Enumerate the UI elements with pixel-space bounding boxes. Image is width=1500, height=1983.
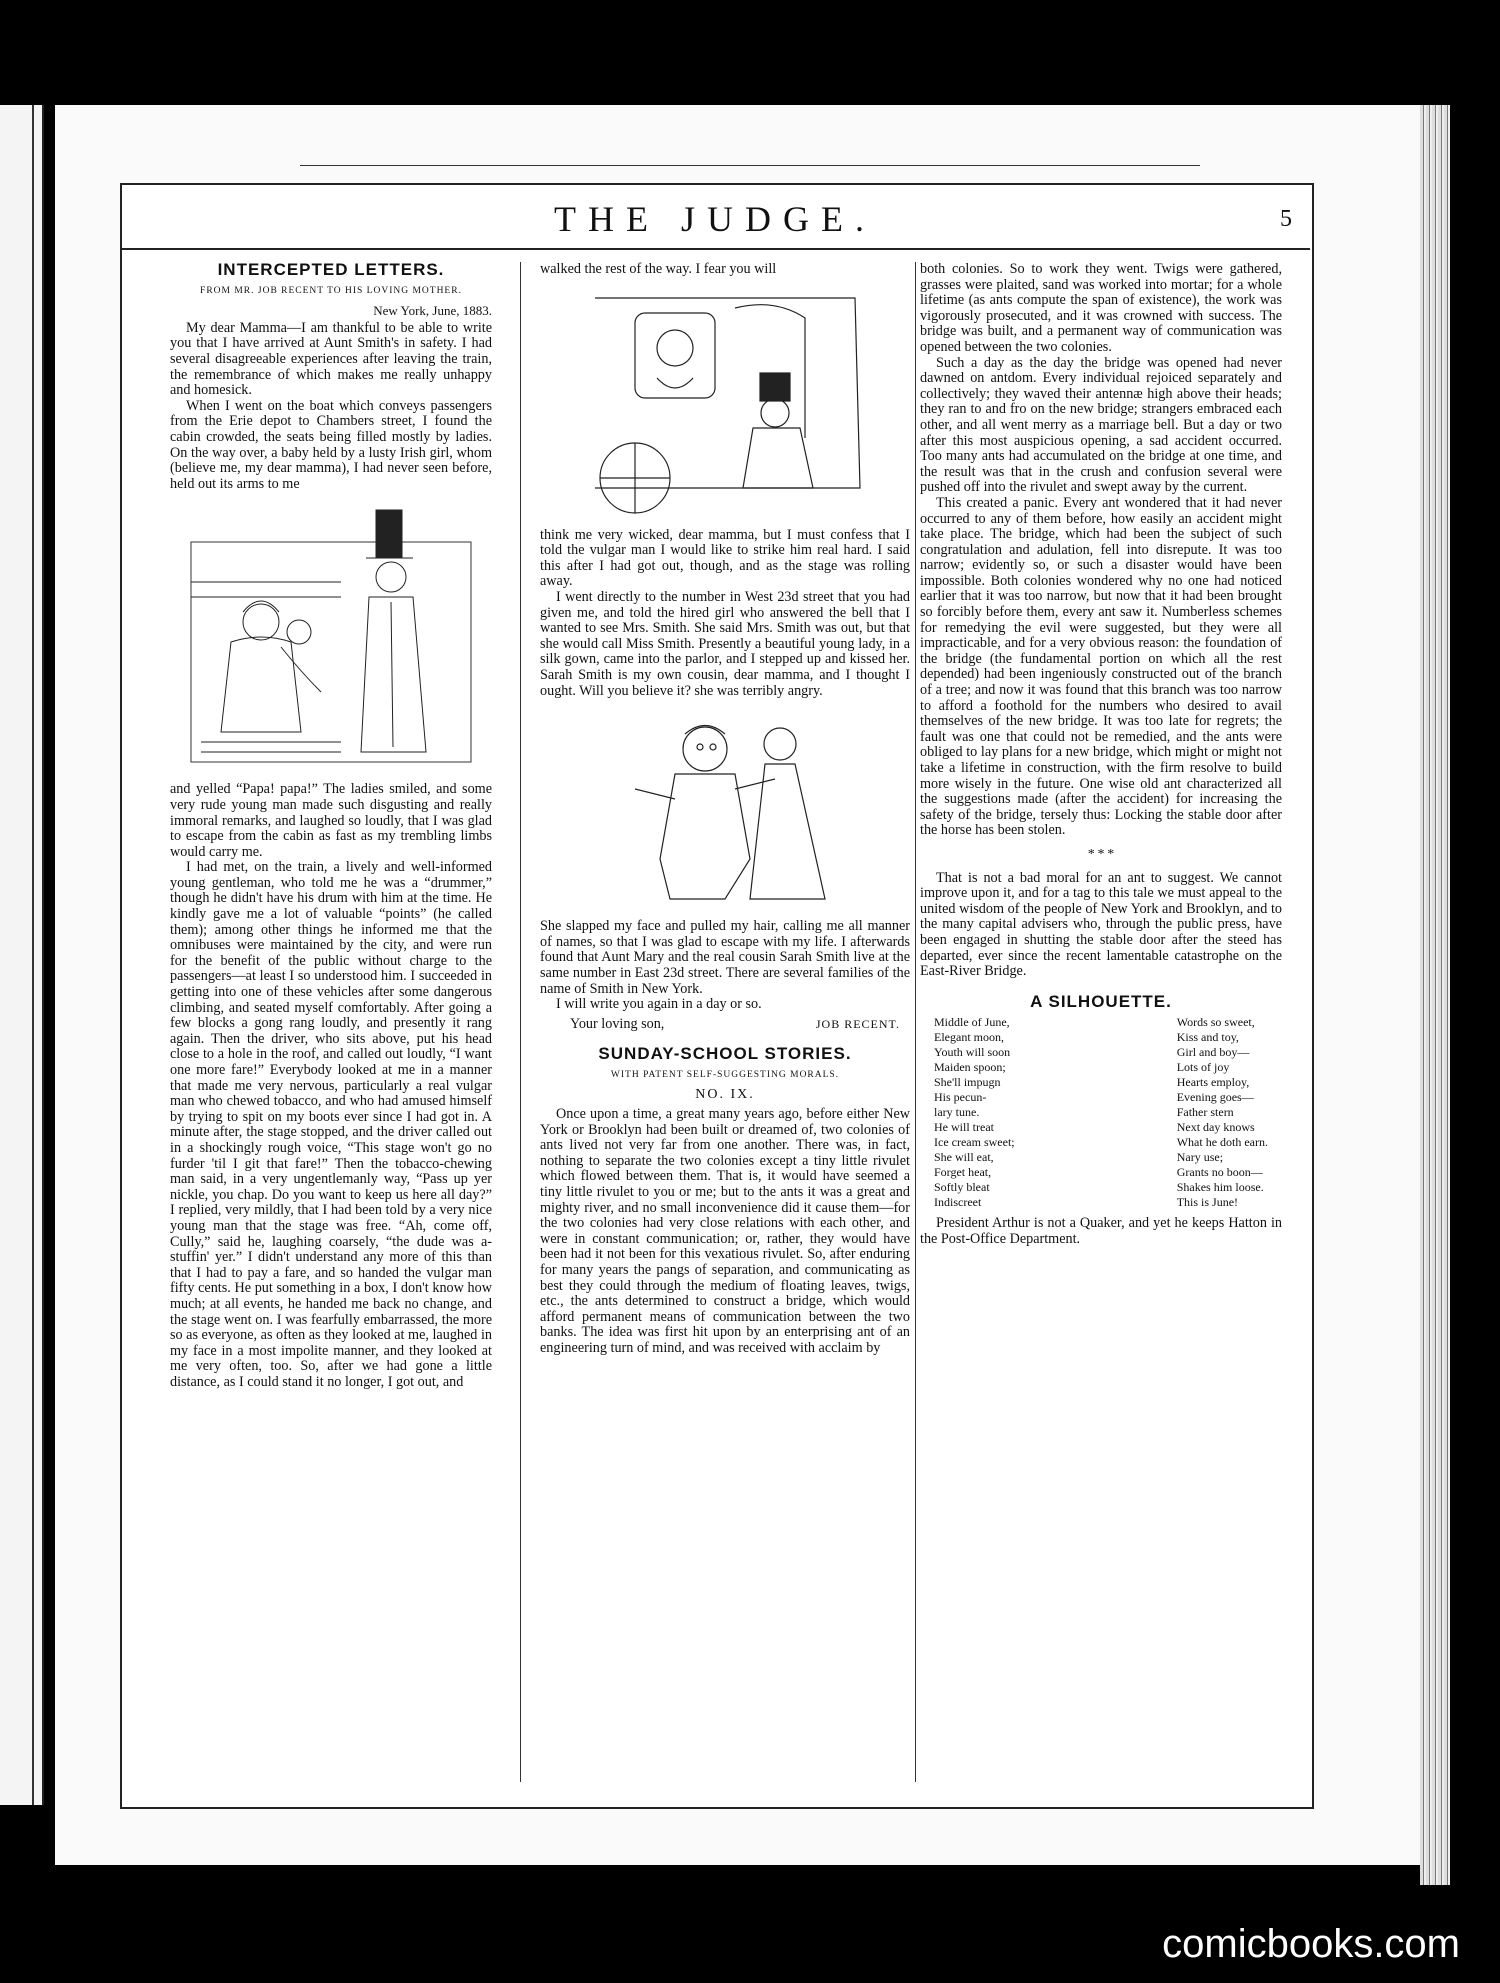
top-rule [300, 165, 1200, 166]
publication-title: THE JUDGE. [554, 199, 876, 239]
paragraph: Once upon a time, a great many years ago, before either New York or Brooklyn had been built or dreamed of, two colonies of ants lived not very far from one another. There was, in fact, nothing to separate the two colonies except a tiny little rivulet which flowed between them. That is, it would have seemed a tiny little rivulet to you or me; but to the ants it was a great and mighty river, and no small inconvenience did it cause them—for the two colonies had very close relations with each other, and were in constant communication; or, rather, they would have been had it not been for this vexatious rivulet. So, after enduring for many years the pangs of separation, and communicating as best they could through the medium of floating leaves, twigs, etc., the ants determined to construct a bridge, which would afford permanent means of communication between the two banks. The idea was first hit upon by an enterprising ant of an engineering turn of mind, and was received with acclaim by [540, 1106, 910, 1356]
poem-line: He will treat [934, 1120, 994, 1135]
facing-page-edge [0, 105, 44, 1805]
poem-line: lary tune. [934, 1105, 980, 1120]
poem-line: Indiscreet [934, 1195, 982, 1210]
poem-line: Middle of June, [934, 1015, 1010, 1030]
book-page-edges [1420, 105, 1450, 1885]
paragraph: walked the rest of the way. I fear you will [540, 261, 777, 277]
poem-column-right [1177, 1015, 1268, 1210]
paragraph: I went directly to the number in West 23d street that you had given me, and told the hired girl who answered the bell that I wanted to see Mrs. Smith. She said Mrs. Smith was out, but that she would call Miss Smith. Presently a beautiful young lady, in a silk gown, came into the parlor, and I stepped up and kissed her. Sarah Smith is my own cousin, dear mamma, and I thought I ought. Will you believe it? she was terribly angry. [540, 588, 910, 699]
paragraph: My dear Mamma—I am thankful to be able to write you that I have arrived at Aunt Smith's in safety. I had several disagreeable experiences after leaving the train, the remembrance of which makes me really unhappy and homesick. [170, 319, 492, 399]
poem-line: Elegant moon, [934, 1030, 1004, 1045]
article-title: SUNDAY-SCHOOL STORIES. [598, 1044, 852, 1064]
column-2 [540, 262, 910, 1357]
masthead [120, 198, 1310, 250]
illustration-stage-driver [575, 288, 875, 518]
column-rule [915, 262, 916, 1782]
paragraph: This created a panic. Every ant wondered that it had never occurred to any of them before, how easily an accident might take place. The bridge, which had been the subject of such congratulation and adulation, fell into disrepute. It was too narrow; evidently so, or such a disaster would have been impossible. Both colonies wondered why no one had noticed earlier that it was too narrow, but now that it had been brought so forcibly before them, every ant saw it. Numberless schemes for remedying the evil were suggested, but they were all impracticable, and for a very obvious reason: the foundation of the bridge (the fundamental portion on which all the rest depended) had been ingeniously constructed out of the branch of a tree; and now it was found that this branch was too narrow to afford a foothold for the numbers who desired to avail themselves of the new bridge. It was too late for regrets; the fault was one that could not be remedied, and the ants were obliged to lay plans for a new bridge, which might or might not take a lifetime in construction, with the firm resolve to build more wisely in the future. One wise old ant characterized all the suggestions made (after the accident) for increasing the safety of the bridge, tersely thus: Locking the stable door after the horse has been stolen. [920, 494, 1282, 839]
footnote: President Arthur is not a Quaker, and yet he keeps Hatton in the Post-Office Department. [920, 1215, 1282, 1247]
poem-title: A SILHOUETTE. [1030, 991, 1172, 1011]
poem-line: Kiss and toy, [1176, 1030, 1239, 1045]
poem-line: She'll impugn [934, 1075, 1001, 1090]
poem-line: What he doth earn. [1176, 1135, 1268, 1150]
paragraph: Such a day as the day the bridge was opened had never dawned on antdom. Every individual rejoiced separately and collectively; they waved their antennæ high above their heads; they ran to and fro on the new bridge; strangers embraced each other, and all went merry as a marriage bell. But a day or two after this most auspicious opening, a sad accident occurred. Too many ants had accumulated on the bridge at one time, and the result was that in the crush and confusion several were pushed off into the rivulet and swept away by the current. [920, 354, 1282, 496]
paragraph: When I went on the boat which conveys passengers from the Erie depot to Chambers street, I found the cabin crowded, the seats being filled mostly by ladies. On the way over, a baby held by a lusty Irish girl, whom (believe me, my dear mamma), I had never seen before, held out its arms to me [170, 397, 492, 492]
poem-line: She will eat, [934, 1150, 994, 1165]
column-1 [170, 262, 492, 1390]
letter-closing: Your loving son, [570, 1015, 665, 1032]
paragraph: I had met, on the train, a lively and well-informed young gentleman, who told me he was a “drummer,” though he didn't have his drum with him at the time. He kindly gave me a lot of valuable “points” (he called them); among other things he informed me that the omnibuses were maintained by the city, and were run for the benefit of the public without charge to the passengers—at least I so understood him. I succeeded in getting into one of these vehicles after some dangerous climbing, and seated myself comfortably. After going a few blocks a gong rang loudly, and presently it rang again. Then the driver, who sits above, put his head close to a hole in the roof, and called out loudly, “I want one more fare!” Everybody looked at me in a manner that made me very nervous, particularly a real vulgar man who chewed tobacco, and who had amused himself by trying to spit on my boots ever since I had got in. A minute after, the stage stopped, and the driver called out in a shockingly rough voice, “This stage won't go no furder 'til I git that fare!” Then the tobacco-chewing man said, in a very ungentlemanly way, “Pass up yer nickle, you chap. Do you want to keep us here all day?” I replied, very mildly, that I had been told by a very nice young man that the stage was free. “Ah, come off, Cully,” said he, laughing coarsely, “the dude was a-stuffin' yer.” I didn't understand any more of this than that I had to pay a fare, and so handed the vulgar man fifty cents. He put something in a box, I don't know how much; at all events, he handed me back no change, and the stage went on. I was fearfully embarrassed, the more so as everyone, as often as they looked at me, laughed in my face in a most impolite manner, and they looked at me very often, too. So, after we had gone a little distance, as I could stand it no longer, I got out, and [170, 859, 492, 1390]
paragraph: and yelled “Papa! papa!” The ladies smiled, and some very rude young man made such disgusting and really immoral remarks, and laughed so loudly, that I was glad to escape from the cabin as fast as my trembling limbs would carry me. [170, 781, 492, 860]
paragraph: She slapped my face and pulled my hair, calling me all manner of names, so that I was glad to escape with my life. I afterwards found that Aunt Mary and the real cousin Sarah Smith live at the same number in East 23d street. There are several families of the name of Smith in New York. [540, 918, 910, 997]
poem-line: His pecun- [934, 1090, 987, 1105]
story-number: NO. IX. [695, 1087, 755, 1103]
poem-line: Ice cream sweet; [934, 1135, 1015, 1150]
watermark: comicbooks.com [1162, 1922, 1460, 1966]
poem-line: Hearts employ, [1176, 1075, 1250, 1090]
poem-line: This is June! [1176, 1195, 1239, 1210]
dateline: New York, June, 1883. [373, 303, 492, 319]
paragraph: That is not a bad moral for an ant to suggest. We cannot improve upon it, and for a tag to this tale we must appeal to the united wisdom of the people of New York and Brooklyn, and to the many capital advisers who, through the public press, have been engaged in shutting the stable door after the steed has departed, ever since the recent lamentable catastrophe on the East-River Bridge. [920, 869, 1282, 980]
poem-column-left [934, 1015, 1015, 1210]
poem-line: Grants no boon— [1176, 1165, 1263, 1180]
poem-line: Softly bleat [934, 1180, 990, 1195]
illustration-slap [575, 709, 875, 909]
column-3 [920, 262, 1282, 1248]
poem-line: Nary use; [1176, 1150, 1224, 1165]
illustration-nurse-and-baby [181, 502, 481, 772]
column-rule [520, 262, 521, 1782]
poem-line: Father stern [1176, 1105, 1234, 1120]
poem-line: Maiden spoon; [934, 1060, 1006, 1075]
article-subtitle: FROM MR. JOB RECENT TO HIS LOVING MOTHER. [200, 285, 462, 296]
poem [934, 1015, 1268, 1210]
article-title: INTERCEPTED LETTERS. [217, 260, 445, 279]
poem-line: Forget heat, [934, 1165, 992, 1180]
poem-line: Words so sweet, [1176, 1015, 1255, 1030]
poem-line: Shakes him loose. [1176, 1180, 1264, 1195]
poem-line: Girl and boy— [1176, 1045, 1250, 1060]
poem-line: Youth will soon [934, 1045, 1011, 1060]
paragraph: I will write you again in a day or so. [556, 996, 762, 1013]
signature: JOB RECENT. [815, 1016, 900, 1031]
paragraph: both colonies. So to work they went. Twigs were gathered, grasses were plaited, sand was worked into mortar; for a whole lifetime (as ants compute the span of existence), the work was vigorously prosecuted, and it was crowned with success. The bridge was built, and a permanent way of communication was opened between the two colonies. [920, 261, 1282, 355]
section-separator: * * * [1087, 846, 1115, 862]
poem-line: Evening goes— [1176, 1090, 1254, 1105]
page-number: 5 [1280, 206, 1292, 232]
poem-line: Lots of joy [1176, 1060, 1230, 1075]
article-subtitle: WITH PATENT SELF-SUGGESTING MORALS. [610, 1069, 840, 1080]
paragraph: think me very wicked, dear mamma, but I must confess that I told the vulgar man I would like to strike him real hard. I said this after I had got out, though, and as the stage was rolling away. [540, 526, 910, 590]
poem-line: Next day knows [1176, 1120, 1255, 1135]
